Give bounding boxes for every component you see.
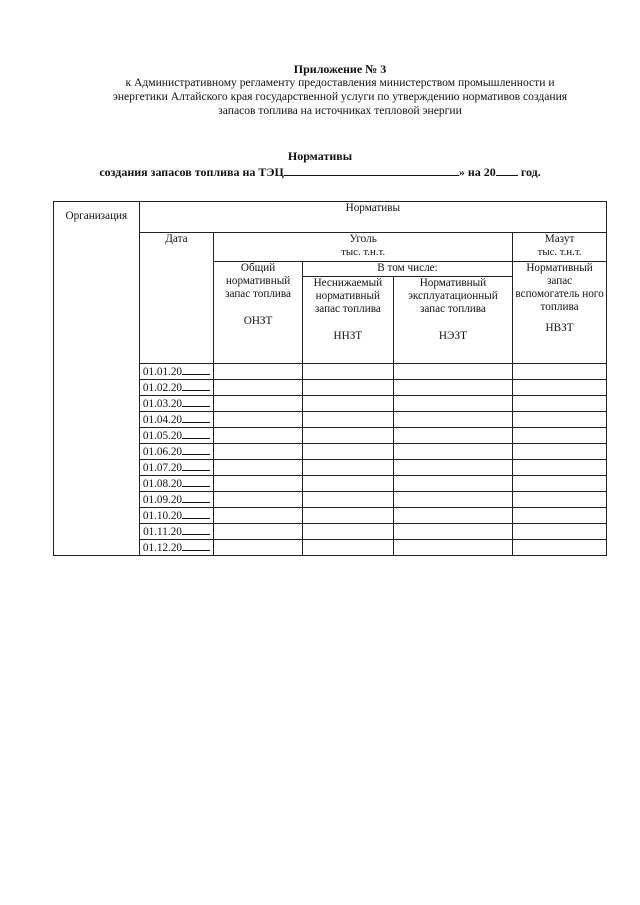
nezt-cell[interactable] xyxy=(393,364,512,380)
date-cell: 01.09.20 xyxy=(139,492,213,508)
date-cell: 01.07.20 xyxy=(139,460,213,476)
nnzt-label: Неснижаемый нормативный запас топлива xyxy=(313,277,383,315)
coal-label: Уголь xyxy=(349,233,377,245)
nnzt-cell[interactable] xyxy=(302,364,393,380)
date-cell: 01.08.20 xyxy=(139,476,213,492)
mazut-label: Мазут xyxy=(544,233,575,245)
norms-header: Нормативы xyxy=(139,202,606,233)
date-cell: 01.12.20 xyxy=(139,540,213,556)
organization-column xyxy=(54,202,140,556)
nnzt-cell[interactable] xyxy=(302,508,393,524)
onzt-cell[interactable] xyxy=(214,540,303,556)
nnzt-abbr: ННЗТ xyxy=(333,330,363,342)
onzt-cell[interactable] xyxy=(214,428,303,444)
onzt-cell[interactable] xyxy=(214,364,303,380)
nezt-cell[interactable] xyxy=(393,476,512,492)
nezt-abbr: НЭЗТ xyxy=(438,330,467,342)
nvzt-cell[interactable] xyxy=(513,412,607,428)
nnzt-cell[interactable] xyxy=(302,492,393,508)
coal-unit: тыс. т.н.т. xyxy=(341,246,386,258)
nezt-cell[interactable] xyxy=(393,396,512,412)
appendix-line-1: к Административному регламенту предоставления министерством промышленности и xyxy=(125,76,555,89)
onzt-cell[interactable] xyxy=(214,460,303,476)
tec-name-blank[interactable] xyxy=(284,164,459,176)
nvzt-cell[interactable] xyxy=(513,492,607,508)
nezt-cell[interactable] xyxy=(393,524,512,540)
nvzt-cell[interactable] xyxy=(513,428,607,444)
nezt-label: Нормативный эксплуатационный запас топлива xyxy=(408,277,498,315)
nezt-header xyxy=(393,277,512,364)
nnzt-cell[interactable] xyxy=(302,412,393,428)
nnzt-cell[interactable] xyxy=(302,460,393,476)
document-titles xyxy=(0,148,640,180)
nnzt-cell[interactable] xyxy=(302,428,393,444)
nvzt-cell[interactable] xyxy=(513,476,607,492)
nvzt-cell[interactable] xyxy=(513,508,607,524)
nvzt-abbr: НВЗТ xyxy=(545,322,574,334)
onzt-cell[interactable] xyxy=(214,412,303,428)
nezt-cell[interactable] xyxy=(393,380,512,396)
date-cell: 01.03.20 xyxy=(139,396,213,412)
nvzt-cell[interactable] xyxy=(513,444,607,460)
onzt-abbr: ОНЗТ xyxy=(243,315,273,327)
nvzt-header xyxy=(513,262,607,364)
onzt-cell[interactable] xyxy=(214,476,303,492)
date-cell: 01.02.20 xyxy=(139,380,213,396)
mazut-unit: тыс. т.н.т. xyxy=(537,246,582,258)
date-cell: 01.06.20 xyxy=(139,444,213,460)
organization-header: Организация xyxy=(65,210,128,222)
nvzt-cell[interactable] xyxy=(513,524,607,540)
appendix-title: Приложение № 3 xyxy=(293,62,387,76)
date-header: Дата xyxy=(139,233,213,364)
nezt-cell[interactable] xyxy=(393,508,512,524)
nnzt-cell[interactable] xyxy=(302,380,393,396)
nnzt-cell[interactable] xyxy=(302,444,393,460)
nvzt-label: Нормативный запас вспомогатель ного топлива xyxy=(515,262,604,313)
nvzt-cell[interactable] xyxy=(513,380,607,396)
nnzt-cell[interactable] xyxy=(302,540,393,556)
mazut-header xyxy=(513,233,607,262)
onzt-cell[interactable] xyxy=(214,444,303,460)
nvzt-cell[interactable] xyxy=(513,396,607,412)
nnzt-cell[interactable] xyxy=(302,396,393,412)
nvzt-cell[interactable] xyxy=(513,540,607,556)
onzt-cell[interactable] xyxy=(214,380,303,396)
norms-table xyxy=(53,201,607,556)
including-header: В том числе: xyxy=(302,262,512,277)
appendix-line-3: запасов топлива на источниках тепловой энергии xyxy=(218,104,462,117)
nezt-cell[interactable] xyxy=(393,460,512,476)
onzt-cell[interactable] xyxy=(214,396,303,412)
nezt-cell[interactable] xyxy=(393,428,512,444)
onzt-label: Общий нормативный запас топлива xyxy=(225,262,292,300)
nnzt-header xyxy=(302,277,393,364)
date-cell: 01.01.20 xyxy=(139,364,213,380)
nezt-cell[interactable] xyxy=(393,444,512,460)
appendix-line-2: энергетики Алтайского края государственной услуги по утверждению нормативов создания xyxy=(112,90,568,103)
date-cell: 01.04.20 xyxy=(139,412,213,428)
onzt-cell[interactable] xyxy=(214,492,303,508)
year-blank[interactable] xyxy=(496,164,518,176)
nezt-cell[interactable] xyxy=(393,412,512,428)
coal-header xyxy=(214,233,513,262)
nvzt-cell[interactable] xyxy=(513,460,607,476)
subtitle-suffix: год. xyxy=(517,165,541,179)
date-cell: 01.05.20 xyxy=(139,428,213,444)
onzt-header xyxy=(214,262,303,364)
nnzt-cell[interactable] xyxy=(302,476,393,492)
onzt-cell[interactable] xyxy=(214,508,303,524)
main-title: Нормативы xyxy=(287,149,353,163)
nezt-cell[interactable] xyxy=(393,492,512,508)
nnzt-cell[interactable] xyxy=(302,524,393,540)
nezt-cell[interactable] xyxy=(393,540,512,556)
date-cell: 01.11.20 xyxy=(139,524,213,540)
subtitle-middle: » на 20 xyxy=(458,165,496,179)
subtitle xyxy=(0,164,640,180)
onzt-cell[interactable] xyxy=(214,524,303,540)
nvzt-cell[interactable] xyxy=(513,364,607,380)
date-cell: 01.10.20 xyxy=(139,508,213,524)
appendix-header xyxy=(40,62,640,118)
subtitle-prefix: создания запасов топлива на ТЭЦ xyxy=(99,165,284,179)
